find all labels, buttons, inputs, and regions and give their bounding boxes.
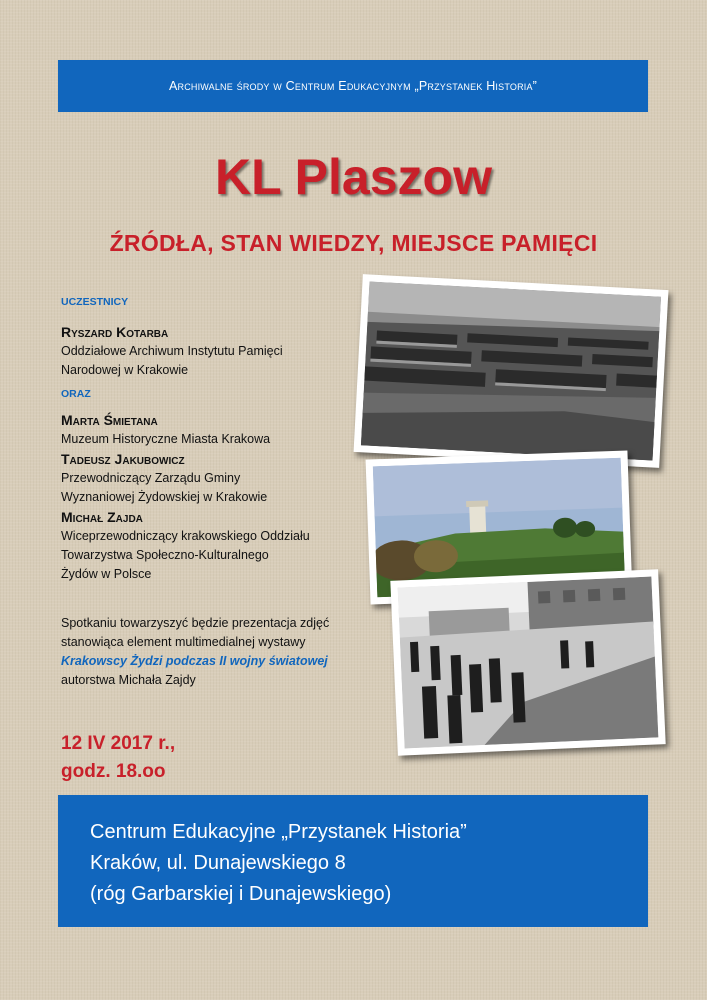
- participant-affiliation: Narodowej w Krakowie: [61, 363, 189, 377]
- participant-name: Tadeusz Jakubowicz: [61, 451, 185, 467]
- venue-corner: (róg Garbarskiej i Dunajewskiego): [90, 883, 392, 905]
- event-day: 12 IV 2017 r.,: [61, 733, 176, 754]
- page-title: KL Plaszow: [215, 149, 492, 205]
- forced-labour-photo: [390, 569, 665, 756]
- participant-name: Michał Zajda: [61, 509, 143, 525]
- event-time: godz. 18.oo: [61, 761, 166, 782]
- series-banner: [58, 60, 648, 112]
- venue-address: Kraków, ul. Dunajewskiego 8: [90, 852, 346, 874]
- participant-affiliation: Przewodniczący Zarządu Gminy: [61, 471, 241, 485]
- participant-name: Ryszard Kotarba: [61, 324, 169, 340]
- participants-section: [61, 296, 381, 584]
- venue-banner: [58, 795, 648, 927]
- participants-label: UCZESTNICY: [61, 296, 129, 308]
- participant-affiliation: Muzeum Historyczne Miasta Krakowa: [61, 432, 271, 446]
- oraz-label: ORAZ: [61, 388, 91, 400]
- participant-affiliation: Żydów w Polsce: [61, 567, 152, 581]
- participant-affiliation: Towarzystwa Społeczno-Kulturalnego: [61, 548, 269, 562]
- exhibition-title: Krakowscy Żydzi podczas II wojny światowej: [61, 654, 328, 668]
- participant-name: Marta Śmietana: [61, 412, 158, 428]
- participant-affiliation: Wiceprzewodniczący krakowskiego Oddziału: [61, 529, 310, 543]
- description-line: Spotkaniu towarzyszyć będzie prezentacja zdjęć: [61, 616, 330, 630]
- event-date: [61, 730, 175, 786]
- camp-barracks-photo: [354, 274, 669, 468]
- series-title: Archiwalne środy w Centrum Edukacyjnym „Przystanek Historia”: [168, 79, 538, 93]
- page-subtitle: ŹRÓDŁA, STAN WIEDZY, MIEJSCE PAMIĘCI: [109, 230, 598, 256]
- participant-affiliation: Oddziałowe Archiwum Instytutu Pamięci: [61, 344, 283, 358]
- participant-affiliation: Wyznaniowej Żydowskiej w Krakowie: [61, 490, 268, 504]
- description-line: stanowiąca element multimedialnej wystawy: [61, 635, 306, 649]
- event-description: [61, 614, 401, 690]
- venue-name: Centrum Edukacyjne „Przystanek Historia”: [90, 821, 467, 843]
- description-line: autorstwa Michała Zajdy: [61, 673, 196, 687]
